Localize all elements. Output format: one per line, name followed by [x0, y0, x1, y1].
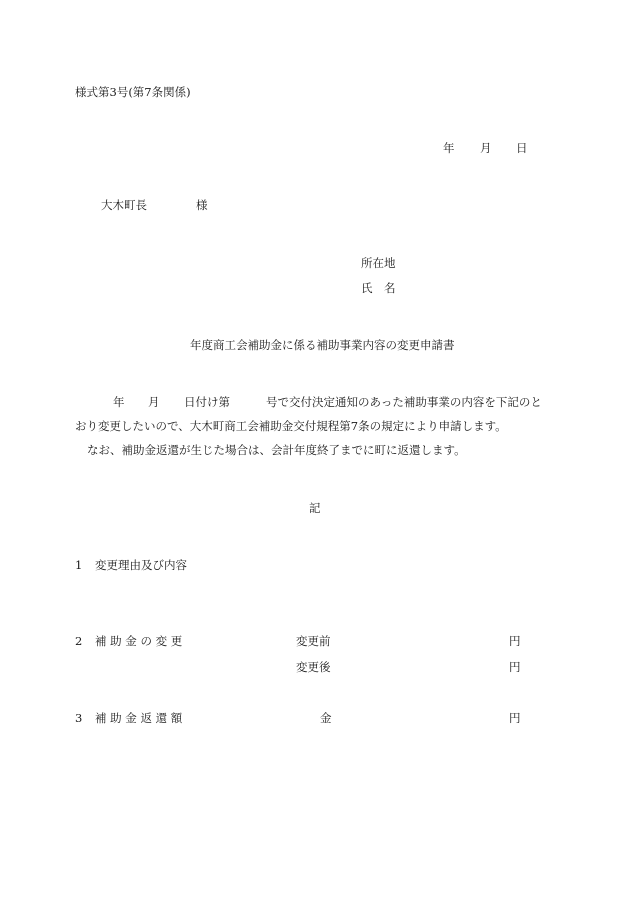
date-month: 月 [480, 141, 492, 155]
addressee-honorific: 様 [196, 198, 208, 212]
item-2-number: 2 [75, 634, 83, 648]
date-day: 日 [516, 141, 528, 155]
body-line2: おり変更したいので、大木町商工会補助金交付規程第7条の規定により申請します。 [75, 419, 507, 433]
addressee-name: 大木町長 [101, 198, 147, 212]
item-3-number: 3 [75, 711, 83, 725]
applicant-name-label: 氏 名 [361, 281, 396, 295]
body-line3: なお、補助金返還が生じた場合は、会計年度終了までに町に返還します。 [87, 443, 466, 457]
body-year: 年 [113, 395, 125, 409]
date-year: 年 [443, 141, 455, 155]
item-3-kin: 金 [320, 711, 332, 725]
applicant-address-label: 所在地 [361, 256, 396, 270]
item-2-yen-after: 円 [509, 660, 521, 674]
body-month: 月 [148, 395, 160, 409]
item-3-label: 補 助 金 返 還 額 [95, 711, 183, 725]
document-title: 年度商工会補助金に係る補助事業内容の変更申請書 [190, 338, 455, 352]
body-dated-no: 日付け第 [184, 395, 230, 409]
item-2-after-label: 変更後 [296, 660, 331, 674]
item-2-yen-before: 円 [509, 634, 521, 648]
body-line1-text: 号で交付決定通知のあった補助事業の内容を下記のと [266, 395, 542, 409]
item-2-before-label: 変更前 [296, 634, 331, 648]
item-2-label: 補 助 金 の 変 更 [95, 634, 183, 648]
item-1-label: 変更理由及び内容 [95, 558, 187, 572]
ki-heading: 記 [309, 501, 321, 515]
item-1-number: 1 [75, 558, 83, 572]
form-label: 様式第3号(第7条関係) [75, 85, 191, 99]
item-3-yen: 円 [509, 711, 521, 725]
